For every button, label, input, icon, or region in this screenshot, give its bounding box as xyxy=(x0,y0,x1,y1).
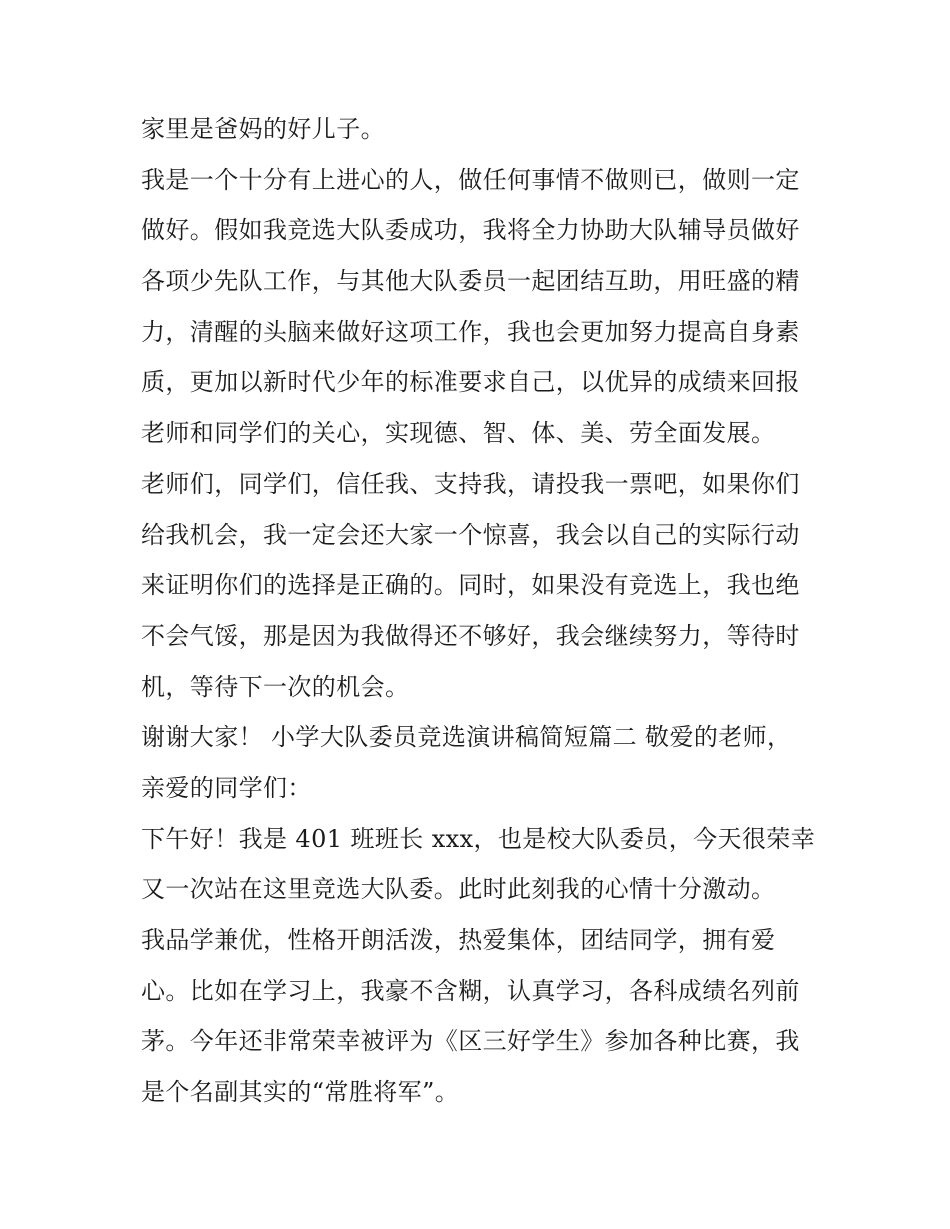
text-line: 家里是爸妈的好儿子。 xyxy=(141,115,385,143)
text-line: 力，清醒的头脑来做好这项工作，我也会更加努力提高自身素 xyxy=(141,317,800,346)
text-line: 老师和同学们的关心，实现德、智、体、美、劳全面发展。 xyxy=(141,419,776,448)
text-line: 是个名副其实的“常胜将军”。 xyxy=(141,1078,460,1107)
text-line: 各项少先队工作，与其他大队委员一起团结互助，用旺盛的精 xyxy=(141,267,800,296)
text-line: 亲爱的同学们： xyxy=(141,773,312,802)
text-line: 来证明你们的选择是正确的。同时，如果没有竞选上，我也绝 xyxy=(141,571,800,600)
text-line: 老师们，同学们，信任我、支持我，请投我一票吧，如果你们 xyxy=(141,469,800,498)
text-line: 我是一个十分有上进心的人，做任何事情不做则已，做则一定 xyxy=(141,165,800,194)
text-line: 下午好！我是 401 班班长 xxx，也是校大队委员，今天很荣幸 xyxy=(141,824,816,853)
text-line: 心。比如在学习上，我豪不含糊，认真学习，各科成绩名列前 xyxy=(141,976,800,1005)
text-line: 机，等待下一次的机会。 xyxy=(141,672,410,701)
document-body xyxy=(141,104,821,1118)
text-line: 质，更加以新时代少年的标准要求自己，以优异的成绩来回报 xyxy=(141,368,800,397)
text-line: 又一次站在这里竞选大队委。此时此刻我的心情十分激动。 xyxy=(141,875,776,904)
text-line: 不会气馁，那是因为我做得还不够好，我会继续努力，等待时 xyxy=(141,621,800,650)
text-line: 做好。假如我竞选大队委成功，我将全力协助大队辅导员做好 xyxy=(141,216,800,245)
text-line: 茅。今年还非常荣幸被评为《区三好学生》参加各种比赛，我 xyxy=(141,1027,800,1056)
text-line: 给我机会，我一定会还大家一个惊喜，我会以自己的实际行动 xyxy=(141,520,800,549)
text-line: 我品学兼优，性格开朗活泼，热爱集体，团结同学，拥有爱 xyxy=(141,926,776,954)
text-line: 谢谢大家！ 小学大队委员竞选演讲稿简短篇二 敬爱的老师， xyxy=(141,723,792,752)
